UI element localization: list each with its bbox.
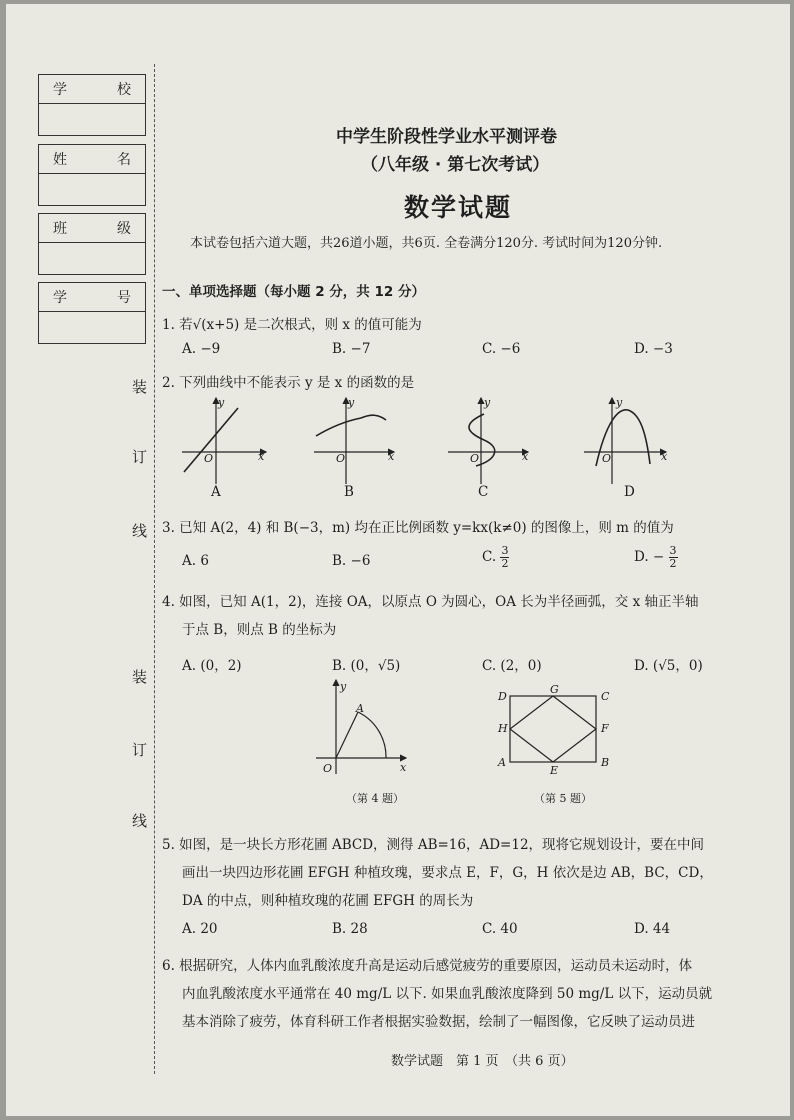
margin-char-3: 线: [132, 522, 148, 540]
q6-line-2: 内血乳酸浓度水平通常在 40 mg/L 以下. 如果血乳酸浓度降到 50 mg/L 以下，运动员就: [182, 986, 713, 1002]
q2-graphs: [166, 392, 736, 492]
q4-option-a[interactable]: A. (0，2): [182, 658, 242, 674]
student-id-field[interactable]: [38, 282, 146, 344]
q3-option-d-fraction: $\frac{3}{2}$: [669, 544, 677, 570]
binding-dashed-line: [154, 64, 155, 1074]
q5-option-c[interactable]: C. 40: [482, 921, 518, 937]
q1-stem: 1. 若√(x+5) 是二次根式，则 x 的值可能为: [162, 317, 422, 333]
page-footer: 数学试题 第 1 页 （共 6 页）: [391, 1054, 574, 1069]
q2-graph-d: [584, 398, 666, 484]
q5-vertex-a: A: [498, 756, 506, 769]
q2-b-x-label: x: [388, 450, 395, 463]
class-label-right: 级: [117, 221, 131, 237]
q2-graph-b: [314, 398, 394, 484]
q5-vertex-h: H: [498, 722, 508, 735]
q4-x-label: x: [400, 761, 407, 774]
q3-option-b[interactable]: B. −6: [332, 553, 371, 569]
q2-d-x-label: x: [661, 450, 668, 463]
q2-c-origin: O: [470, 452, 480, 465]
q3-option-a[interactable]: A. 6: [182, 553, 209, 569]
q3-option-d-label: D. −: [634, 549, 665, 565]
q5-vertex-d: D: [498, 690, 507, 703]
q4-option-b[interactable]: B. (0，√5): [332, 658, 401, 674]
q2-b-y-label: y: [348, 396, 355, 409]
margin-char-1: 装: [132, 378, 148, 396]
q2-graph-a: [182, 398, 266, 484]
exam-instructions: 本试卷包括六道大题，共26道小题，共6页. 全卷满分120分. 考试时间为120分钟.: [190, 236, 663, 251]
class-label-left: 班: [53, 221, 67, 237]
q2-option-b[interactable]: B: [344, 484, 354, 500]
q2-d-y-label: y: [616, 396, 623, 409]
q6-line-3: 基本消除了疲劳，体育科研工作者根据实验数据，绘制了一幅图像，它反映了运动员进: [182, 1014, 695, 1030]
q4-point-a: A: [356, 702, 364, 715]
name-label-left: 姓: [53, 152, 67, 168]
q1-option-a[interactable]: A. −9: [182, 341, 221, 357]
q5-option-d[interactable]: D. 44: [634, 921, 671, 937]
q5-vertex-e: E: [550, 764, 559, 777]
school-label-left: 学: [53, 82, 67, 98]
margin-char-2: 订: [132, 448, 148, 466]
q2-stem: 2. 下列曲线中不能表示 y 是 x 的函数的是: [162, 375, 415, 391]
q2-a-x-label: x: [258, 450, 265, 463]
name-field[interactable]: [38, 144, 146, 206]
q2-a-y-label: y: [218, 396, 225, 409]
q5-stem-line-2: 画出一块四边形花圃 EFGH 种植玫瑰，要求点 E，F，G，H 依次是边 AB，BC，CD，: [182, 865, 713, 881]
q2-c-y-label: y: [484, 396, 491, 409]
margin-char-5: 订: [132, 741, 148, 759]
section-1-title: 一、单项选择题（每小题 2 分，共 12 分）: [162, 284, 425, 300]
q5-stem-line-3: DA 的中点，则种植玫瑰的花圃 EFGH 的周长为: [182, 893, 474, 909]
q3-option-c-fraction: $\frac{3}{2}$: [501, 544, 509, 570]
q5-figure-caption: （第 5 题）: [534, 792, 592, 805]
q3-option-d[interactable]: [634, 545, 678, 570]
q2-option-c[interactable]: C: [478, 484, 489, 500]
q5-vertex-f: F: [601, 722, 609, 735]
margin-char-4: 装: [132, 668, 148, 686]
q2-graph-c: [448, 398, 528, 484]
q2-a-origin: O: [204, 452, 214, 465]
margin-char-6: 线: [132, 812, 148, 830]
name-label-right: 名: [117, 152, 131, 168]
q4-origin: O: [323, 762, 333, 775]
q5-vertex-c: C: [601, 690, 610, 703]
q6-line-1: 6. 根据研究，人体内血乳酸浓度升高是运动后感觉疲劳的重要原因，运动员未运动时，体: [162, 958, 693, 974]
q3-option-c-label: C.: [482, 549, 497, 565]
exam-page: [6, 4, 790, 1116]
q1-option-c[interactable]: C. −6: [482, 341, 521, 357]
q5-option-b[interactable]: B. 28: [332, 921, 368, 937]
q3-option-c[interactable]: [482, 545, 509, 570]
q2-option-d[interactable]: D: [624, 484, 635, 500]
student-id-label-right: 号: [117, 290, 131, 306]
q2-option-a[interactable]: A: [211, 484, 221, 500]
class-field[interactable]: [38, 213, 146, 275]
school-label-right: 校: [117, 82, 131, 98]
q5-vertex-g: G: [550, 683, 559, 696]
q4-option-d[interactable]: D. (√5，0): [634, 658, 703, 674]
subject-title: 数学试题: [404, 193, 513, 222]
q4-figure-caption: （第 4 题）: [346, 792, 404, 805]
q2-c-x-label: x: [522, 450, 529, 463]
q1-option-d[interactable]: D. −3: [634, 341, 673, 357]
q4-stem-line-2: 于点 B，则点 B 的坐标为: [182, 622, 337, 638]
q5-option-a[interactable]: A. 20: [182, 921, 218, 937]
q2-b-origin: O: [336, 452, 346, 465]
student-id-label-left: 学: [53, 290, 67, 306]
q4-y-label: y: [340, 680, 347, 693]
q1-option-b[interactable]: B. −7: [332, 341, 371, 357]
q5-stem-line-1: 5. 如图，是一块长方形花圃 ABCD，测得 AB=16，AD=12，现将它规划设计，要在中间: [162, 837, 705, 853]
exam-title: 中学生阶段性学业水平测评卷: [336, 127, 557, 147]
q5-vertex-b: B: [601, 756, 610, 769]
q4-stem-line-1: 4. 如图，已知 A(1，2)，连接 OA，以原点 O 为圆心，OA 长为半径画弧，交 x 轴正半轴: [162, 594, 699, 610]
exam-subtitle: （八年级 · 第七次考试）: [361, 155, 550, 175]
school-field[interactable]: [38, 74, 146, 136]
q4-option-c[interactable]: C. (2，0): [482, 658, 542, 674]
q3-stem: 3. 已知 A(2，4) 和 B(−3，m) 均在正比例函数 y=kx(k≠0) 的图像上，则 m 的值为: [162, 520, 674, 536]
q2-d-origin: O: [602, 452, 612, 465]
